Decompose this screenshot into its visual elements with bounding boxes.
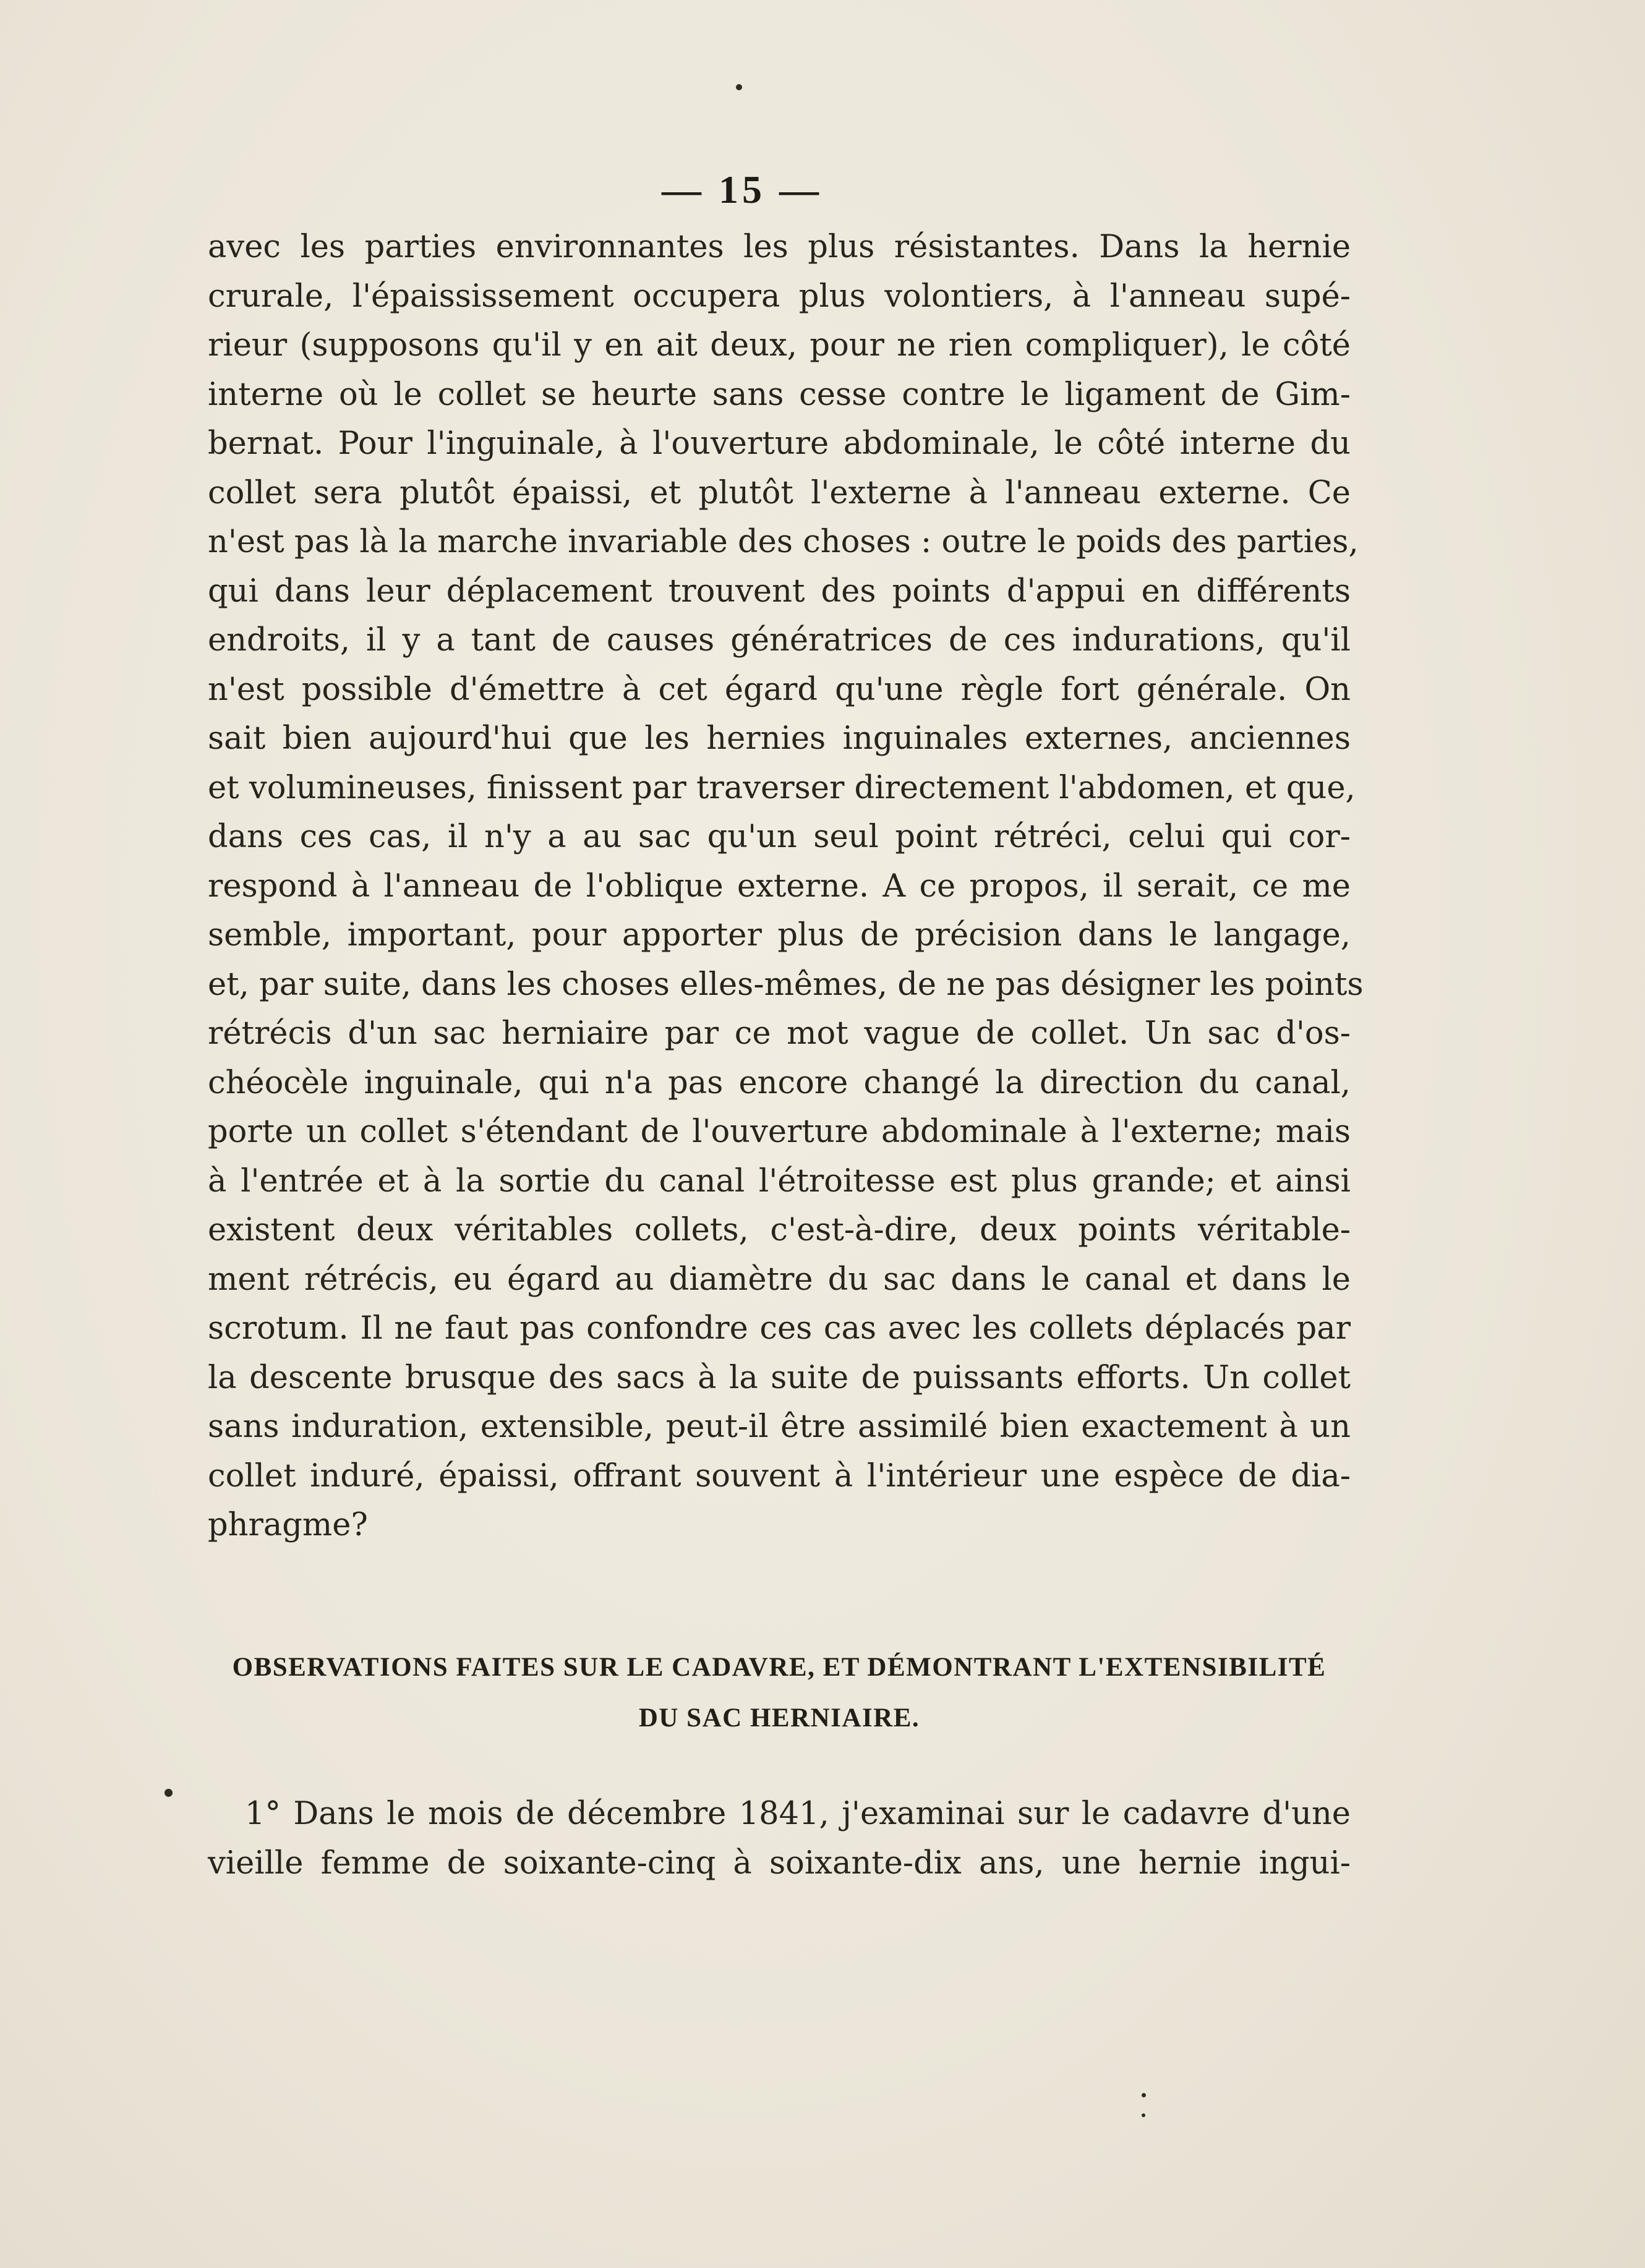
ink-speck bbox=[1142, 2093, 1146, 2097]
section-heading bbox=[208, 1642, 1351, 1744]
section-heading-line: DU SAC HERNIAIRE. bbox=[638, 1703, 920, 1733]
text-line: collet induré, épaissi, offrant souvent à l'intérieur une espèce de dia- bbox=[208, 1457, 1351, 1494]
text-line: porte un collet s'étendant de l'ouverture abdominale à l'externe; mais bbox=[208, 1114, 1351, 1150]
ink-speck bbox=[736, 84, 742, 90]
text-line: respond à l'anneau de l'oblique externe. A ce propos, il serait, ce me bbox=[208, 868, 1351, 905]
text-line: à l'entrée et à la sortie du canal l'étroitesse est plus grande; et ainsi bbox=[208, 1162, 1351, 1200]
text-line: crurale, l'épaississement occupera plus volontiers, à l'anneau supé- bbox=[208, 278, 1351, 315]
text-line: sait bien aujourd'hui que les hernies inguinales externes, anciennes bbox=[208, 720, 1351, 757]
text-line: endroits, il y a tant de causes génératrices de ces indurations, qu'il bbox=[208, 622, 1351, 659]
text-line: et volumineuses, finissent par traverser directement l'abdomen, et que, bbox=[208, 769, 1356, 806]
text-line: 1° Dans le mois de décembre 1841, j'examinai sur le cadavre d'une bbox=[245, 1796, 1351, 1832]
text-line: collet sera plutôt épaissi, et plutôt l'externe à l'anneau externe. Ce bbox=[208, 474, 1351, 511]
text-line: interne où le collet se heurte sans cesse contre le ligament de Gim- bbox=[208, 376, 1351, 413]
ink-speck bbox=[164, 1789, 173, 1797]
text-line: et, par suite, dans les choses elles-mêmes, de ne pas désigner les points bbox=[208, 966, 1364, 1003]
text-line: avec les parties environnantes les plus résistantes. Dans la hernie bbox=[208, 229, 1351, 265]
body-paragraph bbox=[208, 223, 1364, 1550]
text-line: chéocèle inguinale, qui n'a pas encore changé la direction du canal, bbox=[208, 1064, 1351, 1101]
text-line: rétrécis d'un sac herniaire par ce mot vague de collet. Un sac d'os- bbox=[208, 1015, 1351, 1052]
observation-paragraph bbox=[208, 1789, 1351, 1888]
text-line: n'est pas là la marche invariable des choses : outre le poids des parties, bbox=[208, 524, 1359, 560]
text-line: bernat. Pour l'inguinale, à l'ouverture abdominale, le côté interne du bbox=[208, 425, 1351, 462]
text-line: existent deux véritables collets, c'est-à-dire, deux points véritable- bbox=[208, 1212, 1351, 1248]
page-number: — 15 — bbox=[662, 168, 822, 211]
section-heading-line: OBSERVATIONS FAITES SUR LE CADAVRE, ET DÉMONTRANT L'EXTENSIBILITÉ bbox=[232, 1653, 1327, 1682]
text-line: n'est possible d'émettre à cet égard qu'une règle fort générale. On bbox=[208, 671, 1351, 708]
ink-speck bbox=[1142, 2113, 1145, 2117]
text-line: sans induration, extensible, peut-il être assimilé bien exactement à un bbox=[208, 1409, 1351, 1445]
text-line: phragme? bbox=[208, 1507, 368, 1543]
text-line: rieur (supposons qu'il y en ait deux, pour ne rien compliquer), le côté bbox=[208, 327, 1351, 364]
text-line: scrotum. Il ne faut pas confondre ces cas avec les collets déplacés par bbox=[208, 1310, 1351, 1347]
text-line: ment rétrécis, eu égard au diamètre du sac dans le canal et dans le bbox=[208, 1261, 1351, 1298]
text-line: dans ces cas, il n'y a au sac qu'un seul point rétréci, celui qui cor- bbox=[208, 819, 1351, 855]
text-line: semble, important, pour apporter plus de précision dans le langage, bbox=[208, 917, 1351, 953]
text-line: qui dans leur déplacement trouvent des points d'appui en différents bbox=[208, 573, 1351, 610]
text-line: vieille femme de soixante-cinq à soixante-dix ans, une hernie ingui- bbox=[208, 1844, 1351, 1882]
text-line: la descente brusque des sacs à la suite de puissants efforts. Un collet bbox=[208, 1359, 1351, 1396]
